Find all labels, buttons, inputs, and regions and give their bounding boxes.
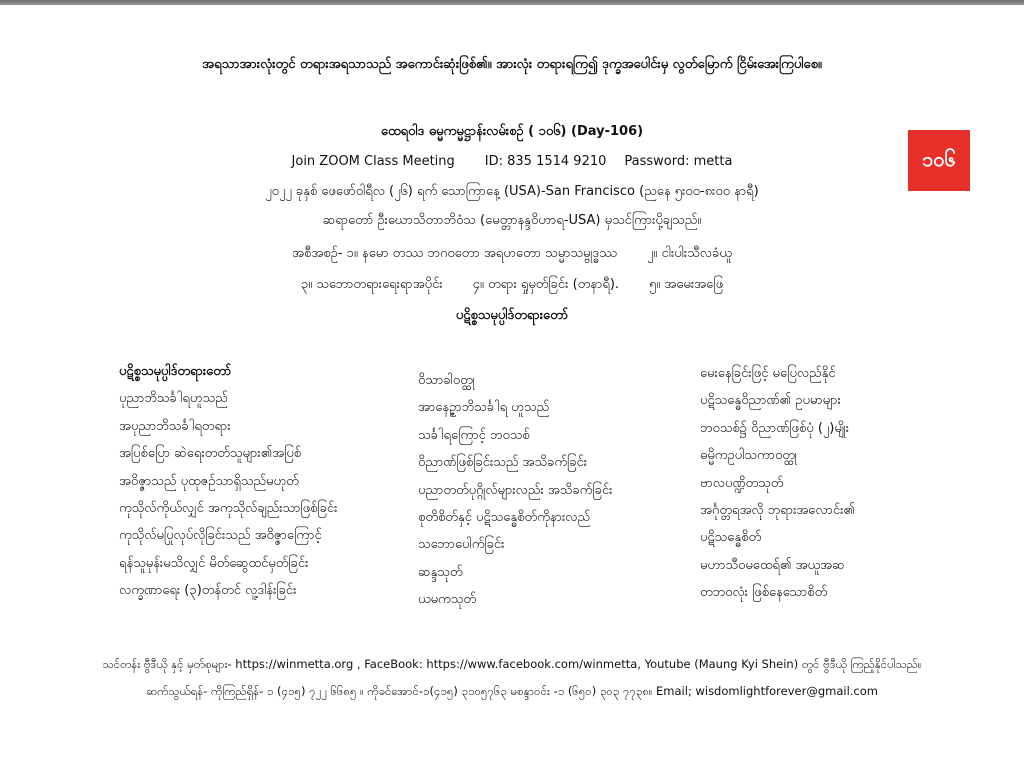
- topic-item: ပဋိသန္ဓေစိတ်: [700, 530, 762, 546]
- topic-item: သဘောပေါက်ခြင်း: [418, 537, 505, 553]
- topic-item: ပဋိသန္ဓေဝိညာဏ်၏ ဥပမာများ: [700, 393, 841, 409]
- date-line: ၂၀၂၂ ခုနှစ် ဖေဖော်ဝါရီလ (၂၆) ရက် သောကြာနေ့ (USA)-San Francisco (ညနေ ၅း၀၀-၈း၀၀ နာရီ): [265, 184, 759, 199]
- topic-column-3: [700, 360, 855, 607]
- top-border: [0, 0, 1024, 5]
- syllabus-row-2: [0, 276, 1024, 294]
- syllabus-item-5: ၅။ အမေးအဖြေ: [649, 277, 724, 292]
- topic-item: ဗာလပဏ္ဍိတသုတ်: [700, 475, 784, 491]
- footer-contacts: ဆက်သွယ်ရန်- ကိုကြည်ရှိန်- ၁ (၄၁၅) ၇၂၂ ၆၆၈၅ ။ ကိုခင်အောင်-၁(၄၁၅) ၃၁၀၅၇၆၃ မစန္ဒာဝင်း -၁ (၆၅၀) ၃၀၃ ၇၇၃၈။ Email; wisdomlightforever@gmail.com: [146, 684, 878, 698]
- zoom-id: ID: 835 1514 9210: [484, 154, 607, 169]
- topic-item: လက္ခဏာရေး (၃)တန်တင် လူ့ဒါန်းခြင်း: [119, 583, 297, 599]
- topic-item: ပဋိစ္စသမုပ္ပါဒ်တရားတော်: [119, 364, 232, 379]
- lesson-title: ထေရဝါဒ ဓမ္မကမ္မဋ္ဌာန်းလမ်းစဉ် ( ၁၀၆) (Day-106): [380, 124, 644, 139]
- syllabus-item-1: အစီအစဉ်- ၁။ နမော တဿ ဘဂဝတော အရဟတော သမ္မာသမ္ဗုဒ္ဓဿ: [292, 246, 618, 261]
- syllabus-row-1: [0, 245, 1024, 263]
- topic-item: ကုသိုလ်မပြုလုပ်လိုခြင်းသည် အဝိဇ္ဇာကြောင့်: [119, 528, 322, 544]
- topic-item: တဘဝလုံး ဖြစ်နေသောစိတ်: [700, 585, 828, 601]
- topic-item: ပညာတတ်ပုဂ္ဂိုလ်များလည်း အသိခက်ခြင်း: [418, 482, 613, 498]
- topic-item: အပုညာဘိသင်္ခါရတရား: [119, 418, 231, 434]
- syllabus-item-2: ၂။ ငါးပါးသီလခံယူ: [647, 246, 732, 261]
- topic-item: ဘဝသစ်၌ ဝိညာဏ်ဖြစ်ပုံ (၂)မျိုး: [700, 420, 850, 436]
- topic-item: အပြစ်ပြော ဆဲရေးတတ်သူများ၏အပြစ်: [119, 446, 302, 462]
- teacher-line: ဆရာတော် ဦးဃောသိတာဘိဝံသ (မေတ္တာနန္ဒဝိဟာရ-USA) မှသင်ကြားပို့ချသည်။: [322, 213, 702, 228]
- zoom-password: Password: metta: [624, 154, 733, 169]
- topic-item: ယမကသုတ်: [418, 592, 476, 608]
- topic-item: ရန်သူမုန်းမသိလျှင် မိတ်ဆွေထင်မှတ်ခြင်း: [119, 555, 309, 571]
- topic-item: ဝိသာခါဝတ္ထု: [418, 373, 475, 388]
- topic-item: အာနေဥ္ဇာဘိသင်္ခါရ ဟူသည်: [418, 400, 550, 416]
- footer-links: သင်တန်း ဗွီဒီယို နှင့် မှတ်စုများ- https://winmetta.org , FaceBook: https://www.facebook.com/winmetta, Youtube (Maung Kyi Shein) တွင် ဗွီဒီယို ကြည့်နိုင်ပါသည်။: [102, 657, 922, 671]
- subject-title: ပဋိစ္စသမုပ္ပါဒ်တရားတော်: [455, 308, 569, 323]
- topic-column-2: [418, 367, 612, 614]
- topic-item: ဆန္ဒသုတ်: [418, 564, 463, 580]
- topic-item: သင်္ခါရကြောင့် ဘဝသစ်: [418, 427, 530, 443]
- headline: အရသာအားလုံးတွင် တရားအရသာသည် အကောင်းဆုံးဖြစ်၏။ အားလုံး တရားရကြ၍ ဒုက္ခအပေါင်းမှ လွတ်မြောက် ငြိမ်းအေးကြပါစေ။: [202, 57, 822, 72]
- topic-item: စုတိစိတ်နှင့် ပဋိသန္ဓေစိတ်ကိုနားလည်: [418, 509, 591, 525]
- zoom-label: Join ZOOM Class Meeting: [291, 154, 455, 169]
- topic-item: မဟာသီဝမထေရ်၏ အယူအဆ: [700, 557, 845, 573]
- syllabus-item-4: ၄။ တရား ရှုမှတ်ခြင်း (တနာရီ).: [472, 277, 620, 292]
- topic-item: ဝိညာဏ်ဖြစ်ခြင်းသည် အသိခက်ခြင်း: [418, 455, 588, 471]
- topic-item: အဝိဇ္ဇာသည် ပုထုဇဉ်သာရှိသည်မဟုတ်: [119, 473, 299, 489]
- day-number-badge: ၁၀၆: [908, 130, 970, 191]
- topic-item: ပုညာဘိသင်္ခါရဟူသည်: [119, 391, 228, 407]
- topic-column-1: [119, 358, 337, 605]
- zoom-info: [0, 153, 1024, 171]
- topic-item: အင်္ဂုတ္တရအလို ဘုရားအလောင်း၏: [700, 502, 855, 518]
- topic-item: မေးနေခြင်းဖြင့် မပြေလည်နိုင်: [700, 366, 836, 381]
- topic-item: ဓမ္မိကဥပါသကာဝတ္ထု: [700, 448, 797, 464]
- topic-item: ကုသိုလ်ကိုယ်လျှင် အကုသိုလ်ချည်းသာဖြစ်ခြင်း: [119, 500, 338, 516]
- syllabus-item-3: ၃။ သဘောတရားရေးရာအပိုင်း: [300, 277, 443, 292]
